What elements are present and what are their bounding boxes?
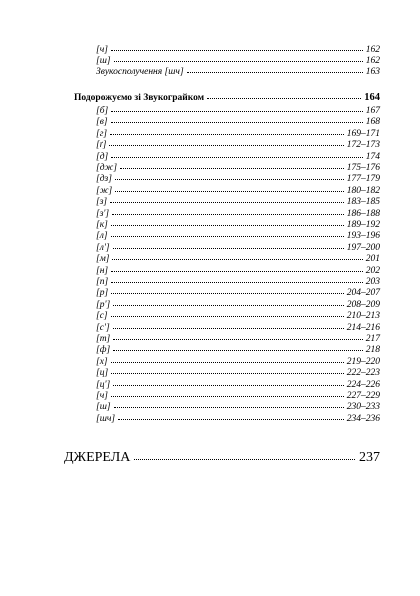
- toc-entry-page: 202: [365, 265, 380, 276]
- dot-leader: [113, 339, 362, 340]
- toc-entry: [96, 220, 380, 231]
- toc-entry: [96, 334, 380, 345]
- toc-entry: [96, 106, 380, 117]
- toc-entry-page: 172–173: [346, 140, 380, 151]
- toc-entry: [96, 163, 380, 174]
- dot-leader: [113, 305, 344, 306]
- dot-leader: [110, 134, 344, 135]
- toc-entry-page: 201: [365, 254, 380, 265]
- toc-entry: [96, 209, 380, 220]
- toc-entry: [96, 391, 380, 402]
- dot-leader: [111, 316, 344, 317]
- dot-leader: [111, 362, 344, 363]
- toc-entry-page: 164: [364, 92, 380, 103]
- toc-entry: [96, 231, 380, 242]
- toc-entry-page: 222–223: [346, 368, 380, 379]
- toc-entry-label: [б]: [96, 106, 109, 116]
- dot-leader: [113, 385, 344, 386]
- toc-entry-page: 162: [365, 45, 380, 55]
- toc-entry-label: [с]: [96, 311, 108, 322]
- toc-entry-page: 219–220: [346, 356, 380, 367]
- toc-entry-page: 163: [365, 67, 380, 78]
- toc-entry-page: 234–236: [346, 413, 380, 424]
- toc-entry-page: 210–213: [346, 311, 380, 322]
- toc-entry: [96, 174, 380, 185]
- dot-leader: [111, 225, 344, 226]
- toc-entry: [96, 254, 380, 265]
- dot-leader: [109, 145, 343, 146]
- dot-leader: [111, 373, 344, 374]
- toc-entry-page: 167: [365, 106, 380, 116]
- dot-leader: [113, 328, 344, 329]
- toc-entry-page: 174: [365, 151, 380, 162]
- toc-entry-page: 237: [359, 450, 380, 465]
- toc-entry: [96, 45, 380, 56]
- toc-entry-page: 203: [365, 277, 380, 287]
- toc-entry: [96, 266, 380, 277]
- toc-entry: [96, 152, 380, 163]
- toc-entry-page: 214–216: [346, 322, 380, 333]
- dot-leader: [118, 419, 344, 420]
- toc-entry: [96, 300, 380, 311]
- dot-leader: [114, 407, 344, 408]
- toc-entry-label: [м]: [96, 254, 110, 265]
- toc-entry: [96, 117, 380, 128]
- toc-entry: [96, 311, 380, 322]
- dot-leader: [115, 191, 344, 192]
- toc-entry: [96, 129, 380, 140]
- toc-entry-page: 208–209: [346, 299, 380, 310]
- toc-entry-label: [н]: [96, 265, 109, 276]
- toc-entry-label: [с']: [96, 322, 110, 333]
- dot-leader: [112, 214, 344, 215]
- toc-entry-page: 162: [365, 56, 380, 67]
- toc-entry-label: [ч]: [96, 391, 108, 401]
- toc-entry-page: 197–200: [346, 242, 380, 253]
- toc-entry: [96, 357, 380, 368]
- toc-entry-label: [дж]: [96, 163, 118, 173]
- toc-entry-page: 230–233: [346, 402, 380, 413]
- dot-leader: [134, 459, 355, 460]
- toc-entry-label: [з']: [96, 208, 110, 219]
- toc-entry: [96, 345, 380, 356]
- toc-entry: [96, 243, 380, 254]
- dot-leader: [207, 98, 361, 99]
- toc-entry-page: 183–185: [346, 197, 380, 208]
- toc-entry-label: [р']: [96, 299, 111, 310]
- toc-entry-page: 218: [365, 345, 380, 356]
- toc-entry-label: [шч]: [96, 413, 116, 424]
- dot-leader: [111, 236, 344, 237]
- toc-entry-label: Звукосполучення [шч]: [96, 67, 184, 78]
- toc-entry-label: [ш]: [96, 56, 111, 67]
- toc-entry: [96, 56, 380, 67]
- toc-entry-label: [ш]: [96, 402, 111, 413]
- dot-leader: [115, 179, 344, 180]
- toc-entry: [96, 323, 380, 334]
- dot-leader: [110, 202, 344, 203]
- toc-entry-page: 227–229: [346, 391, 380, 401]
- toc-entry-label: [ц]: [96, 368, 109, 379]
- dot-leader: [111, 396, 344, 397]
- dot-leader: [111, 122, 363, 123]
- toc-entry-label: [ч]: [96, 45, 108, 55]
- toc-entry-page: 193–196: [346, 231, 380, 242]
- dot-leader: [113, 350, 363, 351]
- toc-entry: [96, 368, 380, 379]
- toc-entry-page: 177–179: [346, 174, 380, 185]
- toc-entry-label: [дз]: [96, 174, 112, 185]
- toc-entry-label: [д]: [96, 151, 109, 162]
- toc-entry-page: 175–176: [346, 163, 380, 173]
- toc-entry-label: [ц']: [96, 379, 111, 390]
- toc-entry-page: 180–182: [346, 185, 380, 196]
- toc-entry: [96, 277, 380, 288]
- toc-entry: [96, 414, 380, 425]
- toc-entry: [96, 140, 380, 151]
- dot-leader: [120, 168, 344, 169]
- toc-section-heading: [74, 92, 380, 104]
- toc-entry: [96, 67, 380, 78]
- toc-entry: [96, 288, 380, 299]
- dot-leader: [114, 61, 363, 62]
- toc-entry: [96, 402, 380, 413]
- dot-leader: [112, 259, 362, 260]
- toc-entry-page: 186–188: [346, 208, 380, 219]
- toc-entry-label: [п]: [96, 277, 109, 287]
- toc-entry-label: [х]: [96, 356, 108, 367]
- toc-entry-label: [г]: [96, 128, 108, 139]
- toc-entry-page: 169–171: [346, 128, 380, 139]
- toc-entry-label: [ґ]: [96, 140, 107, 151]
- toc-entry-page: 204–207: [346, 288, 380, 299]
- toc-entry-label: [р]: [96, 288, 109, 299]
- dot-leader: [111, 157, 363, 158]
- toc-entry-label: [ф]: [96, 345, 111, 356]
- dot-leader: [113, 248, 344, 249]
- toc-entry-label: Подорожуємо зі Звукограйком: [74, 93, 205, 103]
- toc-entry-label: [л']: [96, 242, 110, 253]
- dot-leader: [111, 271, 363, 272]
- toc-entry-label: [л]: [96, 231, 108, 242]
- toc-major-heading: [64, 450, 380, 466]
- toc-entry-page: 217: [365, 334, 380, 344]
- toc-entry-page: 168: [365, 117, 380, 128]
- dot-leader: [111, 293, 344, 294]
- dot-leader: [187, 72, 363, 73]
- toc-entry-label: [з]: [96, 197, 108, 208]
- dot-leader: [111, 50, 363, 51]
- toc-entry-label: [ж]: [96, 185, 113, 196]
- toc-entry-page: 224–226: [346, 379, 380, 390]
- dot-leader: [111, 282, 363, 283]
- toc-entry-label: [к]: [96, 220, 108, 230]
- toc-entry-label: [т]: [96, 334, 111, 344]
- toc-entry: [96, 380, 380, 391]
- toc-entry-label: [в]: [96, 117, 108, 128]
- toc-entry: [96, 197, 380, 208]
- toc-entry: [96, 186, 380, 197]
- toc-entry-label: ДЖЕРЕЛА: [64, 450, 131, 465]
- toc-entry-page: 189–192: [346, 220, 380, 230]
- dot-leader: [111, 111, 363, 112]
